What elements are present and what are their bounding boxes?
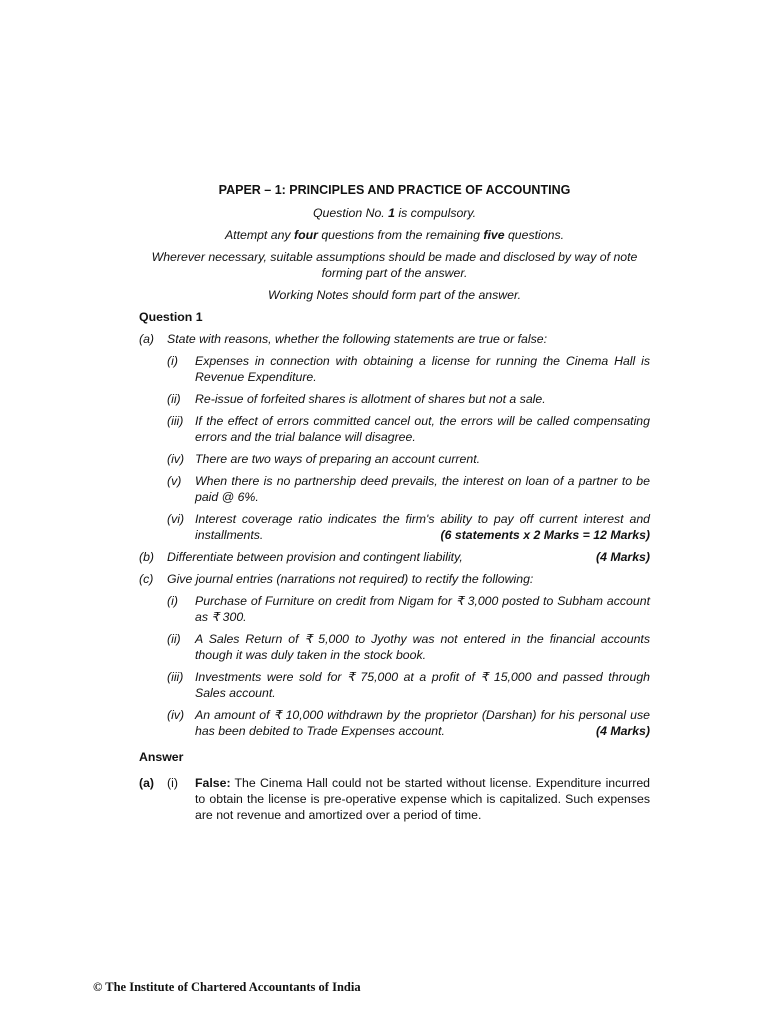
part-label: (b)	[139, 550, 155, 564]
instruction-assumptions: Wherever necessary, suitable assumptions should be made and disclosed by way of note forming part of the answer.	[151, 250, 638, 280]
item-label: (i)	[167, 776, 178, 790]
item-body	[195, 511, 650, 543]
instruction-bold: 1	[388, 206, 395, 220]
list-item	[167, 631, 650, 663]
item-text: There are two ways of preparing an account current.	[195, 452, 481, 466]
marks-label: (4 Marks)	[596, 550, 650, 564]
item-label: (iv)	[167, 452, 185, 466]
part-label: (c)	[139, 572, 154, 586]
answer-verdict: False:	[195, 776, 231, 790]
instruction-text: questions.	[504, 228, 565, 242]
instruction-bold: four	[294, 228, 318, 242]
copyright-footer: © The Institute of Chartered Accountants of India	[93, 980, 361, 994]
instruction-text: Question No.	[312, 206, 389, 220]
part-text: State with reasons, whether the following statements are true or false:	[167, 332, 548, 346]
item-text: Purchase of Furniture on credit from Nigam for ₹ 3,000 posted to Subham account as ₹ 300.	[195, 594, 650, 624]
part-body	[167, 549, 650, 565]
part-text: Give journal entries (narrations not required) to rectify the following:	[167, 572, 534, 586]
list-item	[167, 353, 650, 385]
list-item	[167, 593, 650, 625]
item-label: (iii)	[167, 670, 184, 684]
instruction-text: questions from the remaining	[317, 228, 484, 242]
item-label: (ii)	[167, 392, 181, 406]
instruction-attempt	[139, 227, 650, 243]
list-item	[167, 473, 650, 505]
question-part-a	[139, 331, 650, 347]
list-item	[167, 391, 650, 407]
item-body	[195, 707, 650, 739]
question-part-b	[139, 549, 650, 565]
instruction-text: is compulsory.	[394, 206, 477, 220]
instruction-working-notes: Working Notes should form part of the answer.	[267, 288, 522, 302]
item-label: (iv)	[167, 708, 185, 722]
item-text: Investments were sold for ₹ 75,000 at a profit of ₹ 15,000 and passed through Sales account.	[195, 670, 650, 700]
part-label: (a)	[139, 776, 155, 790]
answer-text	[195, 775, 650, 823]
instruction-compulsory	[139, 205, 650, 221]
item-text: Expenses in connection with obtaining a license for running the Cinema Hall is Revenue Expenditure.	[195, 354, 650, 384]
question-heading: Question 1	[139, 310, 203, 324]
answer-explanation: The Cinema Hall could not be started without license. Expenditure incurred to obtain the license is pre-operative expense which is capitalized. Such expenses are not revenue and amortized over a period of time.	[195, 776, 650, 822]
document-body	[139, 182, 650, 829]
item-text: Re-issue of forfeited shares is allotment of shares but not a sale.	[195, 392, 546, 406]
instruction-text: Attempt any	[224, 228, 295, 242]
answer-part-a	[139, 775, 650, 823]
answer-heading: Answer	[139, 750, 184, 764]
part-label: (a)	[139, 332, 155, 346]
item-label: (v)	[167, 474, 182, 488]
item-label: (ii)	[167, 632, 181, 646]
part-text: Differentiate between provision and contingent liability,	[167, 550, 463, 564]
list-item	[167, 511, 650, 543]
item-text: If the effect of errors committed cancel out, the errors will be called compensating errors and the trial balance will disagree.	[195, 414, 650, 444]
list-item	[167, 669, 650, 701]
instruction-bold: five	[483, 228, 505, 242]
list-item	[167, 707, 650, 739]
item-text: Interest coverage ratio indicates the firm's ability to pay off current interest and installments.	[195, 512, 650, 542]
item-label: (i)	[167, 354, 178, 368]
item-text: When there is no partnership deed prevails, the interest on loan of a partner to be paid @ 6%.	[195, 474, 650, 504]
item-text: A Sales Return of ₹ 5,000 to Jyothy was not entered in the financial accounts though it was duly taken in the stock book.	[195, 632, 650, 662]
item-label: (iii)	[167, 414, 184, 428]
item-label: (i)	[167, 594, 178, 608]
marks-label: (4 Marks)	[596, 724, 650, 738]
marks-label: (6 statements x 2 Marks = 12 Marks)	[440, 528, 650, 542]
item-text: An amount of ₹ 10,000 withdrawn by the proprietor (Darshan) for his personal use has been debited to Trade Expenses account.	[195, 708, 650, 738]
item-label: (vi)	[167, 512, 185, 526]
question-part-c	[139, 571, 650, 587]
list-item	[167, 413, 650, 445]
paper-title: PAPER – 1: PRINCIPLES AND PRACTICE OF ACCOUNTING	[218, 183, 571, 197]
list-item	[167, 451, 650, 467]
